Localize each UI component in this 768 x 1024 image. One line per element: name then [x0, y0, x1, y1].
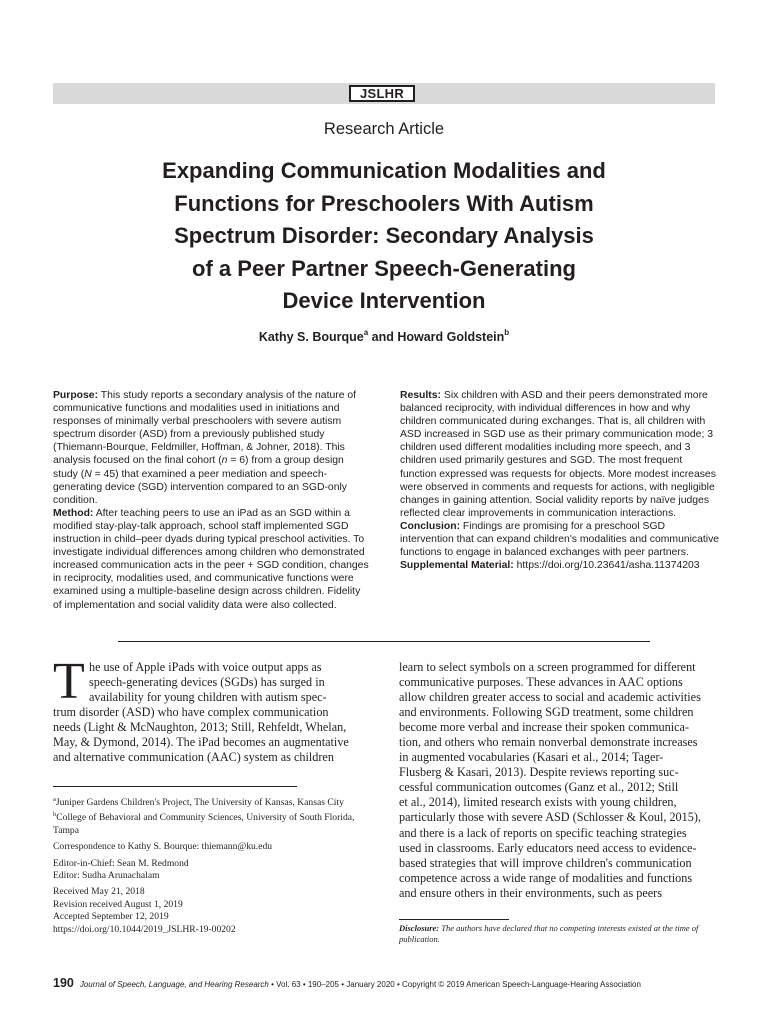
conclusion-text: Findings are promising for a preschool SGD intervention that can expand children's modalities and communicative functions to engage in balanced exchanges with peer partners. — [400, 520, 720, 559]
abstract-results — [400, 389, 720, 520]
disclosure-label: Disclosure: — [399, 923, 440, 933]
body-line: in augmented vocabularies (Kasari et al., 2014; Tager- — [399, 750, 664, 765]
body-line: cessful communication outcomes (Ganz et al., 2012; Still — [399, 780, 679, 795]
method-text: After teaching peers to use an iPad as an SGD within a modified stay-play-talk approach, school staff implemented SGD instruction in child–peer dyads during typical preschool activities. To investigate individual differences among children who demonstrated increased communication acts in the peer + SGD condition, changes in reciprocity, modalities used, and communicative functions were examined using a multiple-baseline design across children. Fidelity of implementation and social validity data were also collected. — [53, 507, 369, 611]
article-type: Research Article — [323, 120, 445, 138]
correspondence: Correspondence to Kathy S. Bourque: thiemann@ku.edu — [53, 841, 273, 853]
disclosure-text: The authors have declared that no competing interests existed at the time of publication. — [399, 923, 699, 944]
body-line: communicative purposes. These advances in AAC options — [399, 675, 683, 690]
method-label: Method: — [53, 507, 94, 519]
footnote-divider — [53, 786, 297, 787]
affiliation-a — [53, 794, 373, 809]
title-line: Device Intervention — [282, 288, 486, 313]
drop-cap: T — [53, 653, 85, 710]
conclusion-label: Conclusion: — [400, 520, 461, 532]
results-text: Six children with ASD and their peers demonstrated more balanced reciprocity, with individual differences in how and why children communicated during exchanges. That is, all children with ASD increased in SGD use as their primary communication mode; 3 children used different modalities including more speech, and 3 children used primarily gestures and SGD. The most frequent function expressed was requests for objects. More modest increases were observed in comments and requests for actions, with negligible changes in gaining attention. Social validity reports by naïve judges reflected clear improvements in communication interactions. — [400, 390, 716, 519]
body-line: availability for young children with autism spec- — [89, 690, 327, 705]
body-line: he use of Apple iPads with voice output apps as — [89, 660, 322, 674]
purpose-text: = 45) that examined a peer mediation and speech-generating device (SGD) intervention compared to an SGD-only condition. — [53, 468, 347, 506]
author-name: Kathy S. Bourque — [258, 330, 364, 344]
abstract-method — [53, 507, 371, 612]
sample-size-symbol: n — [221, 455, 228, 467]
journal-citation — [80, 980, 641, 989]
page-footer — [53, 974, 723, 992]
supplemental-label: Supplemental Material: — [400, 560, 514, 572]
body-line: become more verbal and increase their spoken communica- — [399, 720, 690, 735]
body-line: particularly those with severe ASD (Schlosser & Koul, 2015), — [399, 810, 701, 825]
body-left-column — [53, 653, 371, 765]
body-line: and ensure others in their environments, such as peers — [399, 885, 662, 900]
affiliation-b — [53, 809, 373, 837]
body-line: competence across a wide range of modalities and functions — [399, 870, 693, 885]
disclosure — [399, 923, 719, 945]
abstract-purpose — [53, 389, 371, 507]
body-line: allow children greater access to social and academic activities — [399, 690, 701, 705]
body-right-column — [399, 660, 719, 901]
citation-details: • Vol. 63 • 190–205 • January 2020 • Copyright © 2019 American Speech-Language-Hearing Association — [268, 980, 641, 989]
abstract-right-column — [400, 389, 720, 572]
article-doi[interactable]: https://doi.org/10.1044/2019_JSLHR-19-00202 — [53, 923, 236, 935]
title-line: Functions for Preschoolers With Autism — [174, 190, 594, 216]
purpose-text: This study reports a secondary analysis of the nature of communicative functions and modalities used in initiations and responses of minimally verbal preschoolers with severe autism spectrum disorder (ASD) from a previously published study (Thiemann-Bourque, Feldmiller, Hoffman, & Johner, 2018). This analysis focused on the final cohort ( — [53, 390, 357, 467]
supplemental-link[interactable]: https://doi.org/10.23641/asha.11374203 — [513, 560, 700, 572]
author-list — [0, 325, 768, 345]
purpose-label: Purpose: — [53, 390, 99, 401]
sample-size-symbol: N — [84, 468, 92, 480]
accepted-date: Accepted September 12, 2019 — [53, 911, 169, 923]
footnotes — [53, 794, 373, 936]
affiliation-text: Juniper Gardens Children's Project, The University of Kansas, Kansas City — [55, 797, 344, 808]
author-connector: and — [368, 330, 398, 344]
affiliation-marker: b — [504, 328, 510, 337]
body-line: needs (Light & McNaughton, 2013; Still, Rehfeldt, Whelan, — [53, 720, 347, 735]
results-label: Results: — [400, 390, 441, 401]
body-line: trum disorder (ASD) who have complex communication — [53, 705, 329, 720]
editor-in-chief: Editor-in-Chief: Sean M. Redmond — [53, 857, 189, 869]
body-line: tion, and others who remain nonverbal demonstrate increases — [399, 735, 698, 750]
journal-badge: JSLHR — [349, 85, 415, 102]
body-line: speech-generating devices (SGDs) has surged in — [89, 675, 325, 690]
affiliation-text: College of Behavioral and Community Sciences, University of South Florida, Tampa — [53, 812, 355, 836]
body-line: and alternative communication (AAC) system as children — [53, 750, 334, 765]
section-divider — [118, 641, 650, 642]
body-line: et al., 2014), limited research exists with young children, — [399, 795, 677, 810]
revision-date: Revision received August 1, 2019 — [53, 898, 183, 910]
abstract-supplemental — [400, 559, 720, 572]
body-line: and environments. Following SGD treatment, some children — [399, 705, 694, 720]
body-line: May, & Dymond, 2014). The iPad becomes an augmentative — [53, 735, 349, 750]
body-line: Flusberg & Kasari, 2013). Despite reviews reporting suc- — [399, 765, 679, 780]
title-line: Spectrum Disorder: Secondary Analysis — [174, 223, 594, 248]
affiliation-marker: b — [53, 811, 57, 819]
body-line: based strategies that will improve children's communication — [399, 855, 692, 870]
title-line: Expanding Communication Modalities and — [162, 158, 606, 183]
disclosure-divider — [399, 919, 509, 920]
body-line: and there is a lack of reports on specific teaching strategies — [399, 825, 687, 840]
body-line: used in classrooms. Early educators need access to evidence- — [399, 840, 697, 855]
abstract-left-column — [53, 389, 371, 612]
affiliation-marker: a — [363, 328, 369, 337]
body-line: learn to select symbols on a screen programmed for different — [399, 660, 696, 674]
article-title — [90, 155, 678, 318]
abstract-conclusion — [400, 520, 720, 559]
editor: Editor: Sudha Arunachalam — [53, 870, 160, 882]
page-number: 190 — [53, 976, 74, 990]
received-date: Received May 21, 2018 — [53, 886, 145, 898]
purpose-text: = 6) from a group design study ( — [53, 455, 344, 480]
affiliation-marker: a — [53, 796, 56, 803]
author-name: Howard Goldstein — [397, 330, 505, 344]
title-line: of a Peer Partner Speech-Generating — [192, 255, 576, 281]
journal-name: Journal of Speech, Language, and Hearing Research — [79, 980, 269, 989]
